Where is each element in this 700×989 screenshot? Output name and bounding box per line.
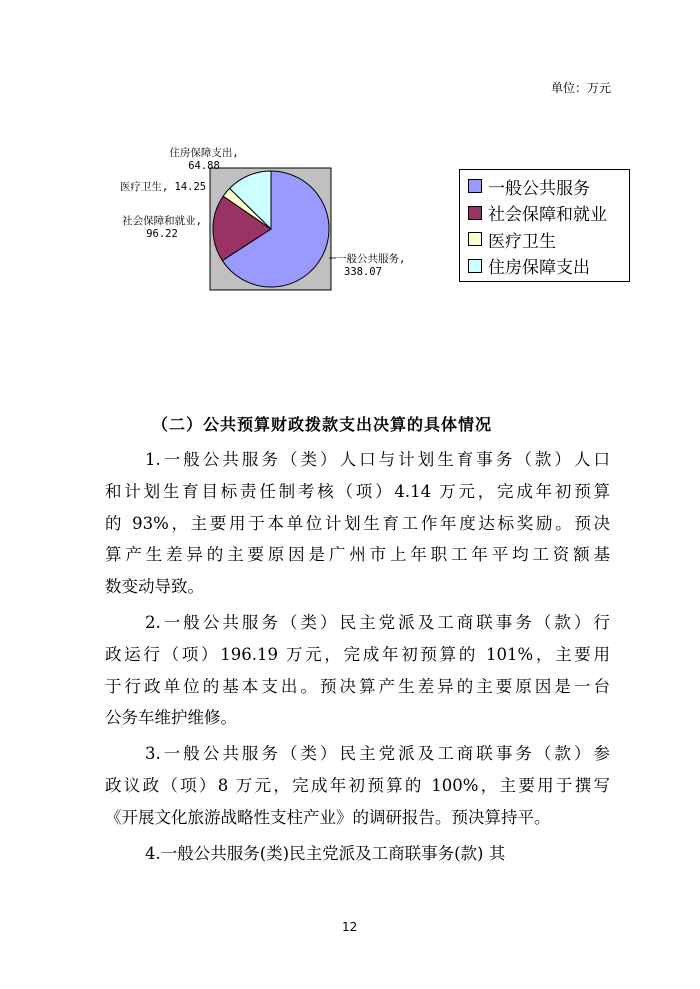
paragraph-line: 2.一般公共服务（类）民主党派及工商联事务（款）行: [145, 612, 610, 632]
legend-label: 一般公共服务: [488, 178, 590, 199]
legend-item: [468, 200, 629, 227]
legend-swatch: [468, 232, 482, 246]
paragraph: [105, 607, 610, 734]
paragraph-line: 的 93%，主要用于本单位计划生育工作年度达标奖励。预决: [105, 513, 610, 533]
paragraph-line: 政运行（项）196.19 万元，完成年初预算的 101%，主要用: [105, 644, 610, 664]
paragraph-line: 1.一般公共服务（类）人口与计划生育事务（款）人口: [145, 450, 610, 469]
paragraph: [105, 444, 610, 603]
legend-label: 住房保障支出: [488, 258, 590, 279]
legend-item: [468, 226, 629, 253]
legend-item: [468, 253, 629, 280]
data-label-value-1: 96.22: [146, 228, 178, 240]
paragraph-line: 算产生差异的主要原因是广州市上年职工年平均工资额基: [105, 545, 610, 565]
paragraph: [105, 838, 610, 870]
data-label-value-3: 64.88: [188, 160, 220, 172]
data-label-2: 医疗卫生, 14.25: [119, 181, 207, 193]
pie-slices: [213, 171, 329, 287]
paragraph-line: 数变动导致。: [105, 577, 204, 597]
data-label-name-3: 住房保障支出,: [169, 147, 239, 159]
data-label-name-1: 社会保障和就业,: [122, 215, 202, 227]
legend-swatch: [468, 206, 482, 220]
data-label-value-0: 338.07: [344, 266, 382, 278]
chart-legend: [459, 169, 630, 282]
paragraph-line: 公务车维护维修。: [105, 708, 237, 728]
paragraph-line: 4.一般公共服务(类)民主党派及工商联事务(款) 其: [145, 843, 506, 863]
paragraph: [105, 738, 610, 833]
body-text: [105, 444, 610, 873]
paragraph-line: 3.一般公共服务（类）民主党派及工商联事务（款）参: [145, 744, 610, 764]
section-heading: （二）公共预算财政拨款支出决算的具体情况: [152, 415, 493, 434]
paragraph-line: 于行政单位的基本支出。预决算产生差异的主要原因是一台: [105, 676, 610, 696]
paragraph-line: 和计划生育目标责任制考核（项）4.14 万元，完成年初预算: [105, 481, 610, 501]
legend-swatch: [468, 259, 482, 273]
unit-label: 单位：万元: [551, 81, 612, 95]
legend-swatch: [468, 179, 482, 193]
legend-item: [468, 173, 629, 200]
legend-label: 医疗卫生: [488, 231, 556, 252]
data-label-name-0: 一般公共服务,: [336, 253, 406, 265]
paragraph-line: 政议政（项）8 万元，完成年初预算的 100%，主要用于撰写: [105, 775, 610, 795]
paragraph-line: 《开展文化旅游战略性支柱产业》的调研报告。预决算持平。: [105, 807, 551, 827]
page-number: 12: [342, 920, 358, 934]
legend-label: 社会保障和就业: [488, 205, 607, 226]
